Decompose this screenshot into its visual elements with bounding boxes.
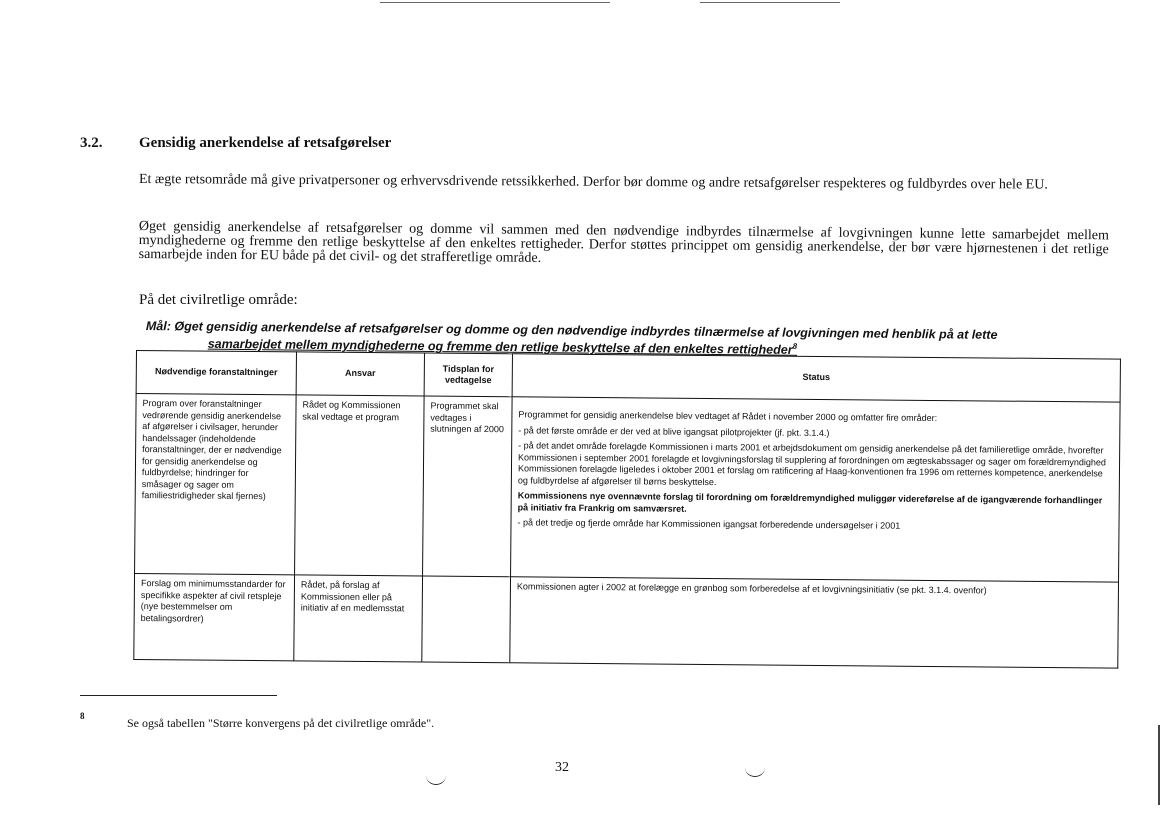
status-line: Programmet for gensidig anerkendelse blev vedtaget af Rådet i november 2000 og omfatter fire områder: <box>518 409 938 423</box>
section-title: Gensidig anerkendelse af retsafgørelser <box>139 135 392 151</box>
cell-schedule: Programmet skal vedtages i slutningen af 2000 <box>423 396 513 577</box>
cell-measure: Forslag om minimumsstandarder for specifikke aspekter af civil retspleje (nye bestemmelser om betalingsordrer) <box>134 573 295 660</box>
table-row <box>134 573 1119 668</box>
status-line: - på det første område er der ved at blive igangsat pilotprojekter (jf. pkt. 3.1.4.) <box>518 424 830 438</box>
table-row <box>135 394 1121 583</box>
header-status: Status <box>512 354 1120 402</box>
cell-status <box>511 397 1121 582</box>
page-number: 32 <box>555 760 569 775</box>
cell-responsible: Rådet og Kommissionen skal vedtage et program <box>295 395 425 576</box>
cell-status <box>510 577 1119 668</box>
goal-line-2: samarbejdet mellem myndighederne og fremme den retlige beskyttelse af den enkeltes rettigheder <box>207 336 793 357</box>
cell-responsible: Rådet, på forslag af Kommissionen eller på initiativ af en medlemsstat <box>294 575 423 662</box>
header-measures: Nødvendige foranstaltninger <box>136 351 296 395</box>
cell-measure: Program over foranstaltninger vedrørende gensidig anerkendelse af afgørelser i civilsager, herunder handelssager (indeholdende foranstaltninger, der er nødvendige for gensidig anerkendelse og fuldbyrdelse; hindringer for småsager og sager om familiestridigheder skal fjernes) <box>135 394 297 575</box>
header-responsible: Ansvar <box>296 352 424 396</box>
goal-line-1: Mål: Øget gensidig anerkendelse af retsafgørelser og domme og den nødvendige indbyrdes tilnærmelse af lovgivningen med henblik på at lette <box>145 319 998 342</box>
subheading: På det civilretlige område: <box>139 292 298 308</box>
footnote-divider <box>80 695 277 696</box>
punch-hole-mark <box>426 766 446 785</box>
status-line: Kommissionen agter i 2002 at forelægge en grønbog som forberedelse af et lovgivningsinitiativ (se pkt. 3.1.4. ovenfor) <box>516 581 987 596</box>
footnote-text: Se også tabellen "Større konvergens på det civilretlige område". <box>127 716 435 730</box>
measures-table <box>133 350 1121 669</box>
footnote-mark: 8 <box>80 711 85 721</box>
paragraph-1: Et ægte retsområde må give privatpersoner og erhvervsdrivende retssikkerhed. Derfor bør domme og andre retsafgørelser respekteres og fuldbyrdes over hele EU. <box>138 172 1048 193</box>
footnote-ref: 8 <box>792 341 798 351</box>
punch-hole-mark <box>745 758 765 777</box>
status-line: - på det tredje og fjerde område har Kommissionen igangsat forberedende undersøgelser i 2001 <box>517 517 901 531</box>
section-number: 3.2. <box>80 135 103 151</box>
paragraph-2: Øget gensidig anerkendelse af retsafgørelser og domme vil sammen med den nødvendige indbyrdes tilnærmelse af lovgivningen kunne lette samarbejdet mellem myndighederne og fremme den retlige beskyttelse af den enkeltes rettigheder. Derfor støttes princippet om gensidig anerkendelse, der bør være hjørnestenen i det retlige samarbejde inden for EU både på det civil- og det strafferetlige område. <box>138 219 1109 266</box>
status-line: - på det andet område forelagde Kommissionen i marts 2001 et arbejdsdokument om gensidig anerkendelse på det familieretlige område, hvorefter Kommissionen i september 2001 forelagde et lovgivningsforslag til supplering af forordningen om ægteskabssager og sager om forældremyndighed Kommissionen forelagde ligeledes i oktober 2001 et forslag om ratificering af Haag-konventionen fra 1996 om retternes kompetence, anerkendelse og fuldbyrdelse af afgørelser til børns beskyttelse. <box>517 440 1106 487</box>
scan-edge-line <box>1158 725 1160 805</box>
cell-schedule <box>422 576 511 663</box>
scan-edge-line <box>380 2 610 3</box>
status-line: Kommissionens nye ovennævnte forslag til forordning om forældremyndighed muliggør videreførelse af de igangværende forhandlinger på initiativ fra Frankrig om samværsret. <box>517 490 1103 514</box>
header-schedule: Tidsplan for vedtagelse <box>424 353 512 397</box>
scan-edge-line <box>700 2 840 3</box>
